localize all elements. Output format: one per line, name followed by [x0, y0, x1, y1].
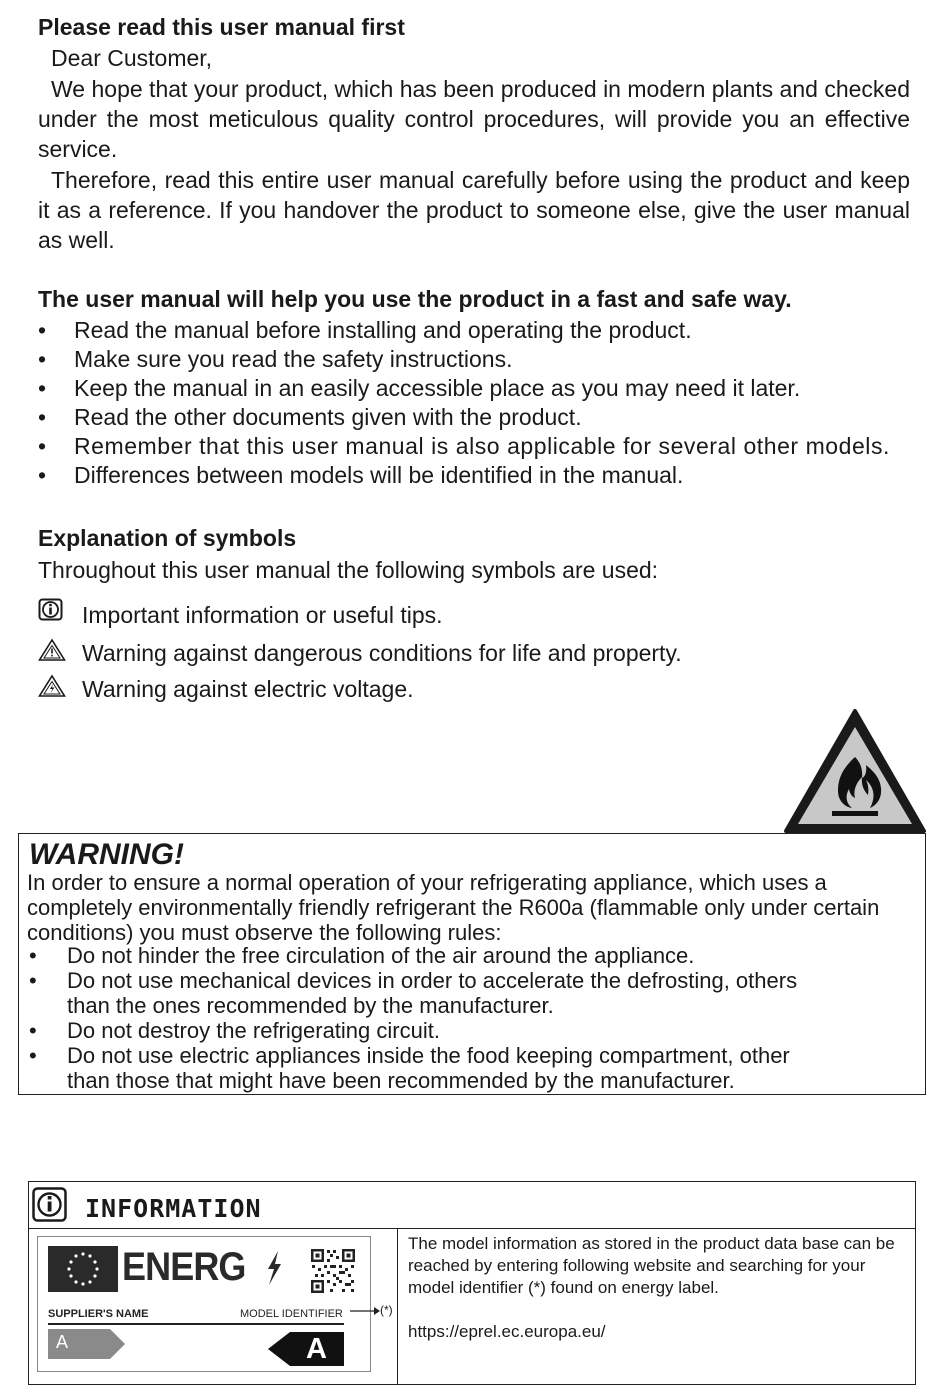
- symbol-text: Warning against dangerous conditions for life and property.: [82, 640, 682, 666]
- greeting: Dear Customer,: [51, 45, 213, 71]
- info-icon: [32, 1187, 68, 1223]
- energy-word: ENERG: [122, 1245, 246, 1289]
- manual-heading: Please read this user manual first: [38, 14, 405, 40]
- eu-stars-icon: [48, 1246, 118, 1292]
- warning-title: WARNING!: [29, 838, 184, 871]
- list-item-text: Differences between models will be identified in the manual.: [74, 462, 684, 488]
- list-item-text: Keep the manual in an easily accessible place as you may need it later.: [74, 375, 801, 401]
- model-marker: (*): [380, 1303, 393, 1317]
- warning-box: WARNING! In order to ensure a normal operation of your refrigerating appliance, which uses a completely environmentally friendly refrigerant the R600a (flammable only under certain conditions) you must observe the following rules: • Do not hinder the free circulation of the air around the appliance. • Do not use mechanical devices in order to accelerate the defrosting, others than the ones recommended by the manufacturer. • Do not destroy the refrigerating circuit. • Do not use electric appliances inside the food keeping compartment, other than those that might have been recommended by the manufacturer.: [18, 833, 926, 1095]
- list-item-text: Do not use electric appliances inside the food keeping compartment, other: [67, 1043, 790, 1068]
- class-left-letter: A: [56, 1332, 69, 1352]
- symbols-intro: Throughout this user manual the following symbols are used:: [38, 557, 659, 583]
- list-item-text: Make sure you read the safety instructions.: [74, 346, 513, 372]
- information-text-area: [397, 1229, 915, 1384]
- lightning-icon: [264, 1250, 284, 1286]
- list-item-text: Remember that this user manual is also applicable for several other models.: [74, 433, 890, 459]
- symbol-text: Important information or useful tips.: [82, 602, 443, 628]
- intro-paragraph-2: Therefore, read this entire user manual carefully before using the product and keep it as a reference. If you handover the product to someone else, give the user manual as well.: [38, 167, 910, 253]
- eprel-link[interactable]: https://eprel.ec.europa.eu/: [408, 1322, 606, 1341]
- symbols-heading: Explanation of symbols: [38, 525, 297, 551]
- model-identifier: MODEL IDENTIFIER: [240, 1308, 343, 1320]
- energy-label: [37, 1236, 371, 1372]
- label-divider: [48, 1323, 344, 1325]
- list-item-text: than those that might have been recommended by the manufacturer.: [67, 1068, 735, 1093]
- qr-code-icon: [310, 1248, 356, 1294]
- information-title: INFORMATION: [85, 1194, 262, 1223]
- supplier-name: SUPPLIER'S NAME: [48, 1308, 149, 1320]
- eu-flag: [48, 1246, 118, 1292]
- info-icon: [38, 598, 64, 622]
- arrow-icon: [350, 1306, 380, 1316]
- list-item-text: than the ones recommended by the manufacturer.: [67, 993, 554, 1018]
- list-item-text: Do not use mechanical devices in order to accelerate the defrosting, others: [67, 968, 798, 993]
- warning-triangle-icon: [38, 674, 66, 698]
- information-box: [28, 1181, 916, 1385]
- warning-triangle-icon: [38, 638, 66, 662]
- intro-paragraph-1: We hope that your product, which has been produced in modern plants and checked under the most meticulous quality control procedures, will provide you an effective service.: [38, 76, 910, 162]
- symbol-text: Warning against electric voltage.: [82, 676, 414, 702]
- list-item-text: Read the manual before installing and operating the product.: [74, 317, 692, 343]
- help-heading: The user manual will help you use the product in a fast and safe way.: [38, 286, 792, 312]
- list-item-text: Do not hinder the free circulation of the air around the appliance.: [67, 943, 695, 968]
- list-item-text: Read the other documents given with the product.: [74, 404, 582, 430]
- information-header: [29, 1182, 915, 1229]
- list-item-text: Do not destroy the refrigerating circuit.: [67, 1018, 440, 1043]
- information-text: The model information as stored in the product data base can be reached by entering following website and searching for your model identifier (*) found on energy label.: [408, 1234, 895, 1297]
- class-right-letter: A: [306, 1333, 327, 1365]
- flammable-warning-icon: [782, 707, 928, 835]
- warning-body: In order to ensure a normal operation of your refrigerating appliance, which uses a completely environmentally friendly refrigerant the R600a (flammable only under certain conditions) you must observe the following rules:: [27, 870, 880, 945]
